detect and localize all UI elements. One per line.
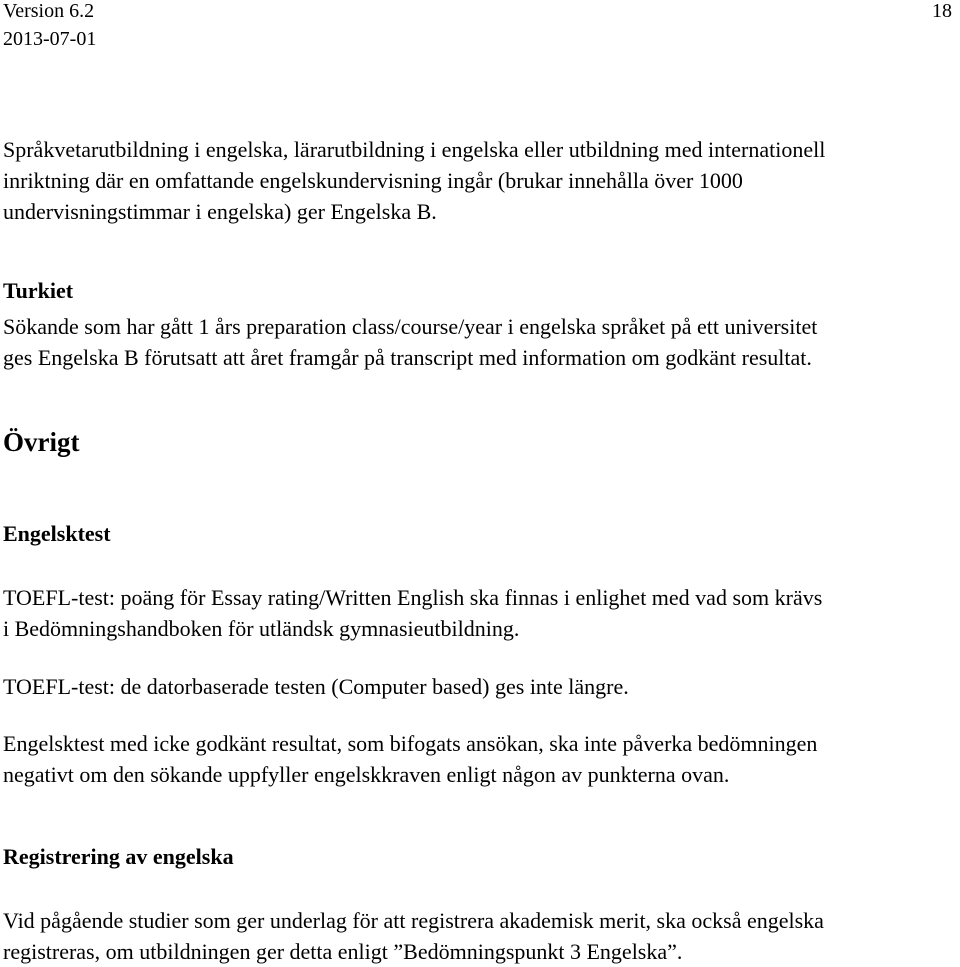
page-number: 18 <box>932 0 952 22</box>
turkiet-line: ges Engelska B förutsatt att året framgår på transcript med information om godkänt resultat. <box>3 345 812 370</box>
toefl-essay-line: i Bedömningshandboken för utländsk gymnasieutbildning. <box>3 616 520 641</box>
ovrigt-heading: Övrigt <box>3 427 80 457</box>
toefl-essay-paragraph <box>3 582 950 644</box>
turkiet-line: Sökande som har gått 1 års preparation class/course/year i engelska språket på ett universitet <box>3 314 818 339</box>
turkiet-paragraph <box>3 311 950 373</box>
date-label: 2013-07-01 <box>3 28 97 50</box>
toefl-computer-paragraph <box>3 671 950 702</box>
registrering-paragraph <box>3 905 950 967</box>
intro-line: inriktning där en omfattande engelskundervisning ingår (brukar innehålla över 1000 <box>3 168 743 193</box>
engelsktest-result-line: negativt om den sökande uppfyller engelskkraven enligt någon av punkterna ovan. <box>3 762 730 787</box>
registrering-line: registreras, om utbildningen ger detta enligt ”Bedömningspunkt 3 Engelska”. <box>3 939 683 964</box>
intro-paragraph <box>3 134 950 227</box>
toefl-computer-line: TOEFL-test: de datorbaserade testen (Computer based) ges inte längre. <box>3 674 629 699</box>
engelsktest-result-paragraph <box>3 728 950 790</box>
toefl-essay-line: TOEFL-test: poäng för Essay rating/Written English ska finnas i enlighet med vad som krävs <box>3 585 823 610</box>
turkiet-heading: Turkiet <box>3 278 74 303</box>
registrering-heading: Registrering av engelska <box>3 844 234 869</box>
registrering-line: Vid pågående studier som ger underlag för att registrera akademisk merit, ska också engelska <box>3 908 824 933</box>
intro-line: Språkvetarutbildning i engelska, lärarutbildning i engelska eller utbildning med internationell <box>3 137 826 162</box>
engelsktest-result-line: Engelsktest med icke godkänt resultat, som bifogats ansökan, ska inte påverka bedömningen <box>3 731 818 756</box>
version-label: Version 6.2 <box>3 0 95 22</box>
intro-line: undervisningstimmar i engelska) ger Engelska B. <box>3 199 437 224</box>
page-header-left <box>3 0 96 53</box>
engelsktest-heading: Engelsktest <box>3 521 111 546</box>
